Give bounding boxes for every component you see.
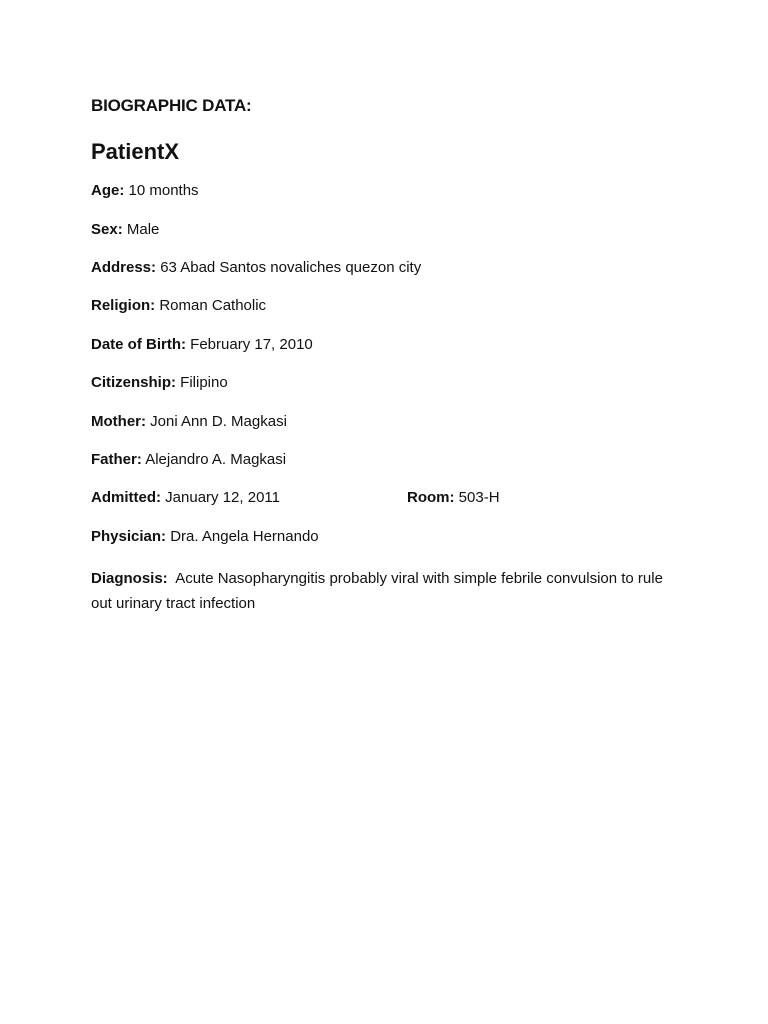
field-father-value: Alejandro A. Magkasi <box>145 451 287 468</box>
field-physician <box>91 528 319 545</box>
field-physician-value: Dra. Angela Hernando <box>170 528 319 545</box>
field-citizenship-value: Filipino <box>180 374 228 391</box>
field-physician-label: Physician: <box>91 528 167 545</box>
field-admitted-value: January 12, 2011 <box>165 489 280 506</box>
field-mother-value: Joni Ann D. Magkasi <box>150 413 287 430</box>
field-religion-value: Roman Catholic <box>159 297 267 314</box>
field-diagnosis <box>91 566 671 616</box>
field-age-value: 10 months <box>128 182 199 199</box>
field-room-value: 503-H <box>458 489 500 506</box>
field-admitted-label: Admitted: <box>91 489 161 506</box>
field-address-value: 63 Abad Santos novaliches quezon city <box>160 259 422 276</box>
field-admitted <box>91 489 280 506</box>
field-date-of-birth-label: Date of Birth: <box>91 336 186 353</box>
field-mother <box>91 413 287 430</box>
field-address <box>91 259 421 276</box>
field-religion <box>91 297 266 314</box>
field-age-label: Age: <box>91 182 125 199</box>
field-room <box>407 489 500 506</box>
field-father <box>91 451 286 468</box>
field-diagnosis-value: Acute Nasopharyngitis probably viral with simple febrile convulsion to rule out urinary tract infection <box>91 570 663 612</box>
field-age <box>91 182 199 199</box>
document-heading: BIOGRAPHIC DATA: <box>91 96 252 115</box>
field-diagnosis-label: Diagnosis: <box>91 570 168 587</box>
field-address-label: Address: <box>91 259 157 276</box>
field-sex-label: Sex: <box>91 221 123 238</box>
field-religion-label: Religion: <box>91 297 156 314</box>
field-room-label: Room: <box>407 489 455 506</box>
field-date-of-birth-value: February 17, 2010 <box>190 336 313 353</box>
field-father-label: Father: <box>91 451 142 468</box>
patient-name: PatientX <box>91 139 180 164</box>
field-sex-value: Male <box>126 221 160 238</box>
field-citizenship <box>91 374 228 391</box>
field-date-of-birth <box>91 336 313 353</box>
field-sex <box>91 221 159 238</box>
field-citizenship-label: Citizenship: <box>91 374 176 391</box>
field-mother-label: Mother: <box>91 413 146 430</box>
